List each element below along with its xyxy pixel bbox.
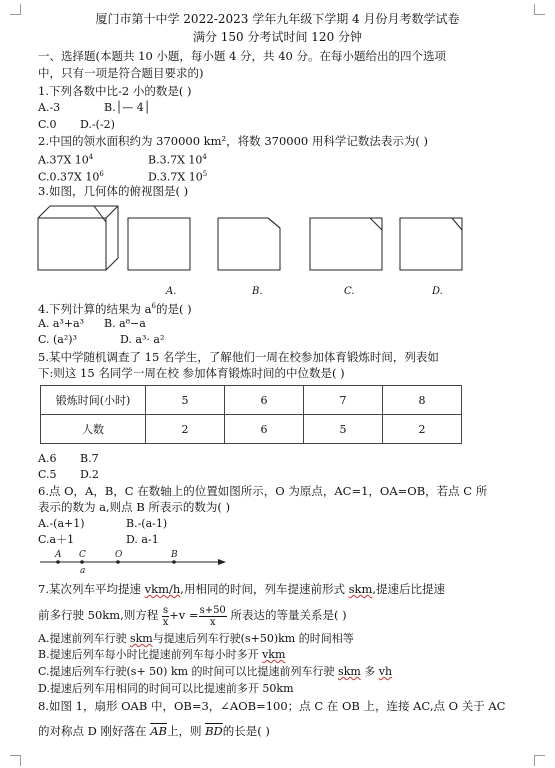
top-view-option-c bbox=[218, 218, 280, 270]
q7-option-a: A.提速前列车行驶 skm与提速后列车行驶(s+50)km 的时间相等 bbox=[38, 632, 354, 645]
axis-sub-a: a bbox=[80, 566, 86, 576]
q8-stem-line1: 8.如图 1，扇形 OAB 中，OB=3，∠AOB=100；点 C 在 OB 上，连接 AC,点 O 关于 AC bbox=[38, 699, 506, 713]
section-intro-line1: 一、选择题(本题共 10 小题，每小题 4 分，共 40 分。在每小题给出的四个选项 bbox=[38, 49, 446, 63]
q2-option-b: B.3.7X $10^4$ bbox=[148, 153, 207, 167]
section-intro-line2: 中，只有一项是符合题目要求的) bbox=[38, 66, 204, 80]
table-cell: 5 bbox=[304, 415, 383, 444]
table-cell: 5 bbox=[146, 386, 225, 415]
q7-option-b: B.提速后列车每小时比提速前列车每小时多开 vkm bbox=[38, 648, 286, 661]
table-cell: 7 bbox=[304, 386, 383, 415]
table-cell: 6 bbox=[225, 386, 304, 415]
axis-label-a: A bbox=[55, 550, 62, 560]
q2-option-a: A.37X $10^4$ bbox=[38, 153, 94, 167]
q6-option-c: C.a＋1 bbox=[38, 533, 75, 546]
q3-label-a: A. bbox=[166, 286, 177, 297]
q7-stem-line1: 7.某次列车平均提速 vkm/h,用相同的时间，列车提速前形式 skm,提速后比提速 bbox=[38, 582, 446, 596]
fraction-s-over-x: $\frac{s}{x}$ bbox=[162, 604, 169, 628]
q3-label-b: B. bbox=[252, 286, 263, 297]
q4-option-a: A. a³+a³ bbox=[38, 317, 85, 330]
q1-option-d: D.-(-2) bbox=[80, 118, 115, 131]
q1-stem: 1.下列各数中比-2 小的数是( ) bbox=[38, 84, 192, 98]
top-view-option-e bbox=[400, 218, 462, 270]
top-view-option-d bbox=[310, 218, 382, 270]
geometric-solid-figure bbox=[38, 206, 118, 270]
q5-data-table bbox=[40, 385, 462, 444]
q2-option-c: C.0.37X $10^6$ bbox=[38, 170, 104, 184]
axis-label-b: B bbox=[171, 550, 178, 560]
top-view-option-b bbox=[128, 218, 190, 270]
table-cell: 2 bbox=[146, 415, 225, 444]
q4-option-d: D. a³· a² bbox=[120, 333, 165, 346]
q6-option-a: A.-(a+1) bbox=[38, 517, 85, 530]
q5-option-b: B.7 bbox=[80, 452, 99, 465]
exam-title: 厦门市第十中学 2022-2023 学年九年级下学期 4 月份月考数学试卷 bbox=[95, 12, 460, 26]
q3-stem: 3.如图，几何体的俯视图是( ) bbox=[38, 184, 189, 198]
q5-option-d: D.2 bbox=[80, 468, 99, 481]
q5-option-a: A.6 bbox=[38, 452, 57, 465]
q4-stem: 4.下列计算的结果为 $a^6$的是( ) bbox=[38, 301, 192, 316]
q3-label-d: D. bbox=[432, 286, 443, 297]
fraction-s50-over-x: $\frac{s+50}{x}$ bbox=[199, 604, 226, 628]
q4-option-b: B. a⁸−a bbox=[104, 317, 146, 330]
q4-option-c: C. (a²)³ bbox=[38, 333, 77, 346]
q5-option-c: C.5 bbox=[38, 468, 57, 481]
q1-option-b: B.│— 4│ bbox=[104, 101, 151, 114]
table-header-cell: 人数 bbox=[41, 415, 146, 444]
q2-stem: 2.中国的领水面积约为 370000 km²，将数 370000 用科学记数法表示为( ) bbox=[38, 134, 429, 148]
table-cell: 8 bbox=[383, 386, 462, 415]
q5-stem-line1: 5.某中学随机调查了 15 名学生，了解他们一周在校参加体育锻炼时间，列表如 bbox=[38, 350, 439, 364]
q7-option-d: D.提速后列车用相同的时间可以比提速前多开 50km bbox=[38, 682, 294, 695]
q6-stem-line2: 表示的数为 a,则点 B 所表示的数为( ) bbox=[38, 500, 231, 514]
exam-subtitle: 满分 150 分考试时间 120 分钟 bbox=[192, 30, 363, 44]
q5-stem-line2: 下:则这 15 名同学一周在校 参加体育锻炼时间的中位数是( ) bbox=[38, 366, 345, 380]
table-header-cell: 锻炼时间(小时) bbox=[41, 386, 146, 415]
axis-label-c: C bbox=[79, 550, 86, 560]
table-cell: 6 bbox=[225, 415, 304, 444]
table-row bbox=[41, 386, 462, 415]
axis-label-o: O bbox=[115, 550, 123, 560]
q8-stem-line2: 的对称点 D 刚好落在 $\overline{AB}$上，则 $\overline{BD}$的长是( ) bbox=[38, 724, 270, 738]
q6-number-line bbox=[38, 548, 228, 576]
q6-option-d: D. a-1 bbox=[126, 533, 159, 546]
corner-mark-br bbox=[534, 755, 545, 766]
q3-label-c: C. bbox=[344, 286, 355, 297]
corner-mark-bl bbox=[10, 755, 21, 766]
q2-option-d: D.3.7X $10^5$ bbox=[148, 170, 208, 184]
q6-option-b: B.-(a-1) bbox=[126, 517, 168, 530]
q7-stem-line2: 前多行驶 50km,则方程 $\frac{s}{x}$ +v = $\frac{s+50}{x}$ 所表达的等量关系是( ) bbox=[38, 604, 347, 628]
table-row bbox=[41, 415, 462, 444]
q6-stem-line1: 6.点 O，A，B，C 在数轴上的位置如图所示，O 为原点，AC=1，OA=OB，若点 C 所 bbox=[38, 484, 488, 498]
q7-option-c: C.提速后列车行驶(s+ 50) km 的时间可以比提速前列车行驶 skm 多 vh bbox=[38, 665, 393, 678]
table-cell: 2 bbox=[383, 415, 462, 444]
q1-option-c: C.0 bbox=[38, 118, 57, 131]
q1-option-a: A.-3 bbox=[38, 101, 61, 114]
